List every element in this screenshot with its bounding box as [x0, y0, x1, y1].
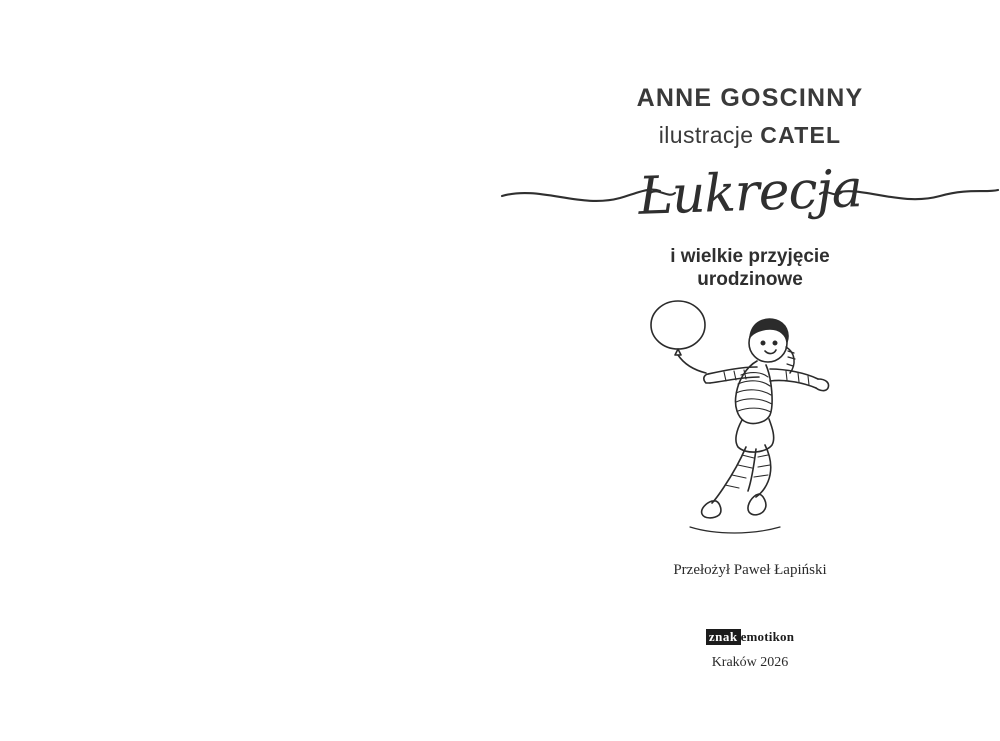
publisher-logo-word: emotikon [740, 629, 795, 644]
book-subtitle-line2: urodzinowe [697, 269, 803, 291]
running-girl-with-balloon-illustration [620, 295, 880, 545]
title-block [500, 85, 1000, 292]
illustrator-credit [500, 122, 1000, 149]
publisher-imprint [500, 628, 1000, 671]
publisher-logo-mark: znak [706, 629, 741, 645]
script-title-wrap [500, 158, 1000, 241]
translator-credit: Przełożył Paweł Łapiński [673, 562, 827, 578]
author-name: ANNE GOSCINNY [636, 84, 864, 112]
book-title: Lukrecja [637, 158, 863, 227]
publisher-logo [706, 629, 794, 645]
illustrator-prefix: ilustracje [658, 121, 761, 148]
book-subtitle [500, 245, 1000, 293]
publication-city-year: Kraków 2026 [711, 655, 789, 670]
book-subtitle-line1: i wielkie przyjęcie [670, 245, 830, 267]
illustrator-name: CATEL [760, 121, 842, 148]
